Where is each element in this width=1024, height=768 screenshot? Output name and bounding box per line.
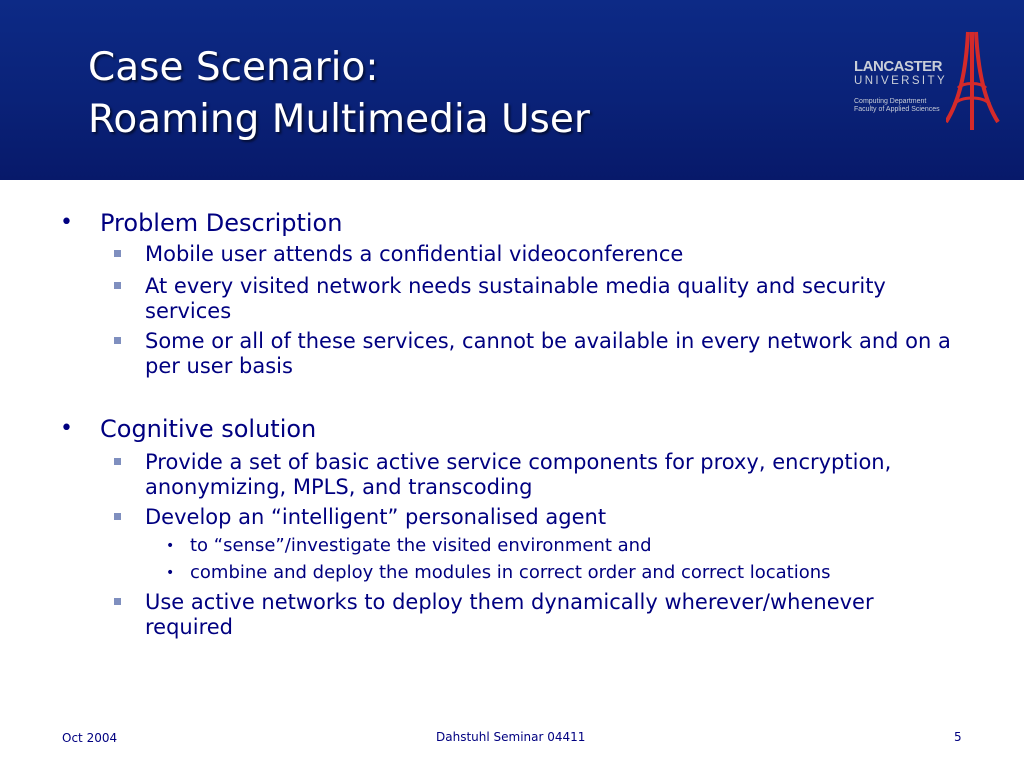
list-item: Mobile user attends a confidential videoconference xyxy=(145,242,684,266)
section-heading: Problem Description xyxy=(100,209,343,237)
sub-list-item: combine and deploy the modules in correct order and correct locations xyxy=(190,562,831,583)
logo-dept-line-2: Faculty of Applied Sciences xyxy=(854,106,940,113)
list-item: Develop an “intelligent” personalised agent xyxy=(145,505,607,529)
list-item: Provide a set of basic active service components for proxy, encryption, anonymizing, MPLS, and transcoding xyxy=(145,450,892,499)
small-bullet-icon: • xyxy=(166,565,175,581)
list-item: Use active networks to deploy them dynamically wherever/whenever required xyxy=(145,590,874,639)
square-bullet-icon xyxy=(114,598,121,605)
sub-list-item: to “sense”/investigate the visited environment and xyxy=(190,535,652,556)
list-item: At every visited network needs sustainable media quality and security services xyxy=(145,274,886,323)
square-bullet-icon xyxy=(114,250,121,257)
square-bullet-icon xyxy=(114,513,121,520)
bullet-icon: • xyxy=(60,210,73,235)
title-banner xyxy=(0,0,1024,180)
logo-emblem-icon xyxy=(946,30,1000,136)
logo-name: LANCASTER xyxy=(854,58,942,75)
bullet-icon: • xyxy=(60,416,73,441)
university-logo xyxy=(850,30,1000,140)
slide-title-line-2: Roaming Multimedia User xyxy=(88,97,590,142)
footer-date: Oct 2004 xyxy=(62,731,118,745)
small-bullet-icon: • xyxy=(166,538,175,554)
square-bullet-icon xyxy=(114,282,121,289)
slide-title xyxy=(88,42,590,146)
logo-department xyxy=(854,98,940,114)
slide-title-line-1: Case Scenario: xyxy=(88,45,379,90)
logo-dept-line-1: Computing Department xyxy=(854,98,927,105)
footer-page-number: 5 xyxy=(954,730,962,744)
section-heading: Cognitive solution xyxy=(100,415,317,443)
square-bullet-icon xyxy=(114,458,121,465)
square-bullet-icon xyxy=(114,337,121,344)
list-item: Some or all of these services, cannot be available in every network and on a per user basis xyxy=(145,329,951,378)
logo-university: UNIVERSITY xyxy=(854,75,948,87)
footer-event: Dahstuhl Seminar 04411 xyxy=(436,730,586,744)
